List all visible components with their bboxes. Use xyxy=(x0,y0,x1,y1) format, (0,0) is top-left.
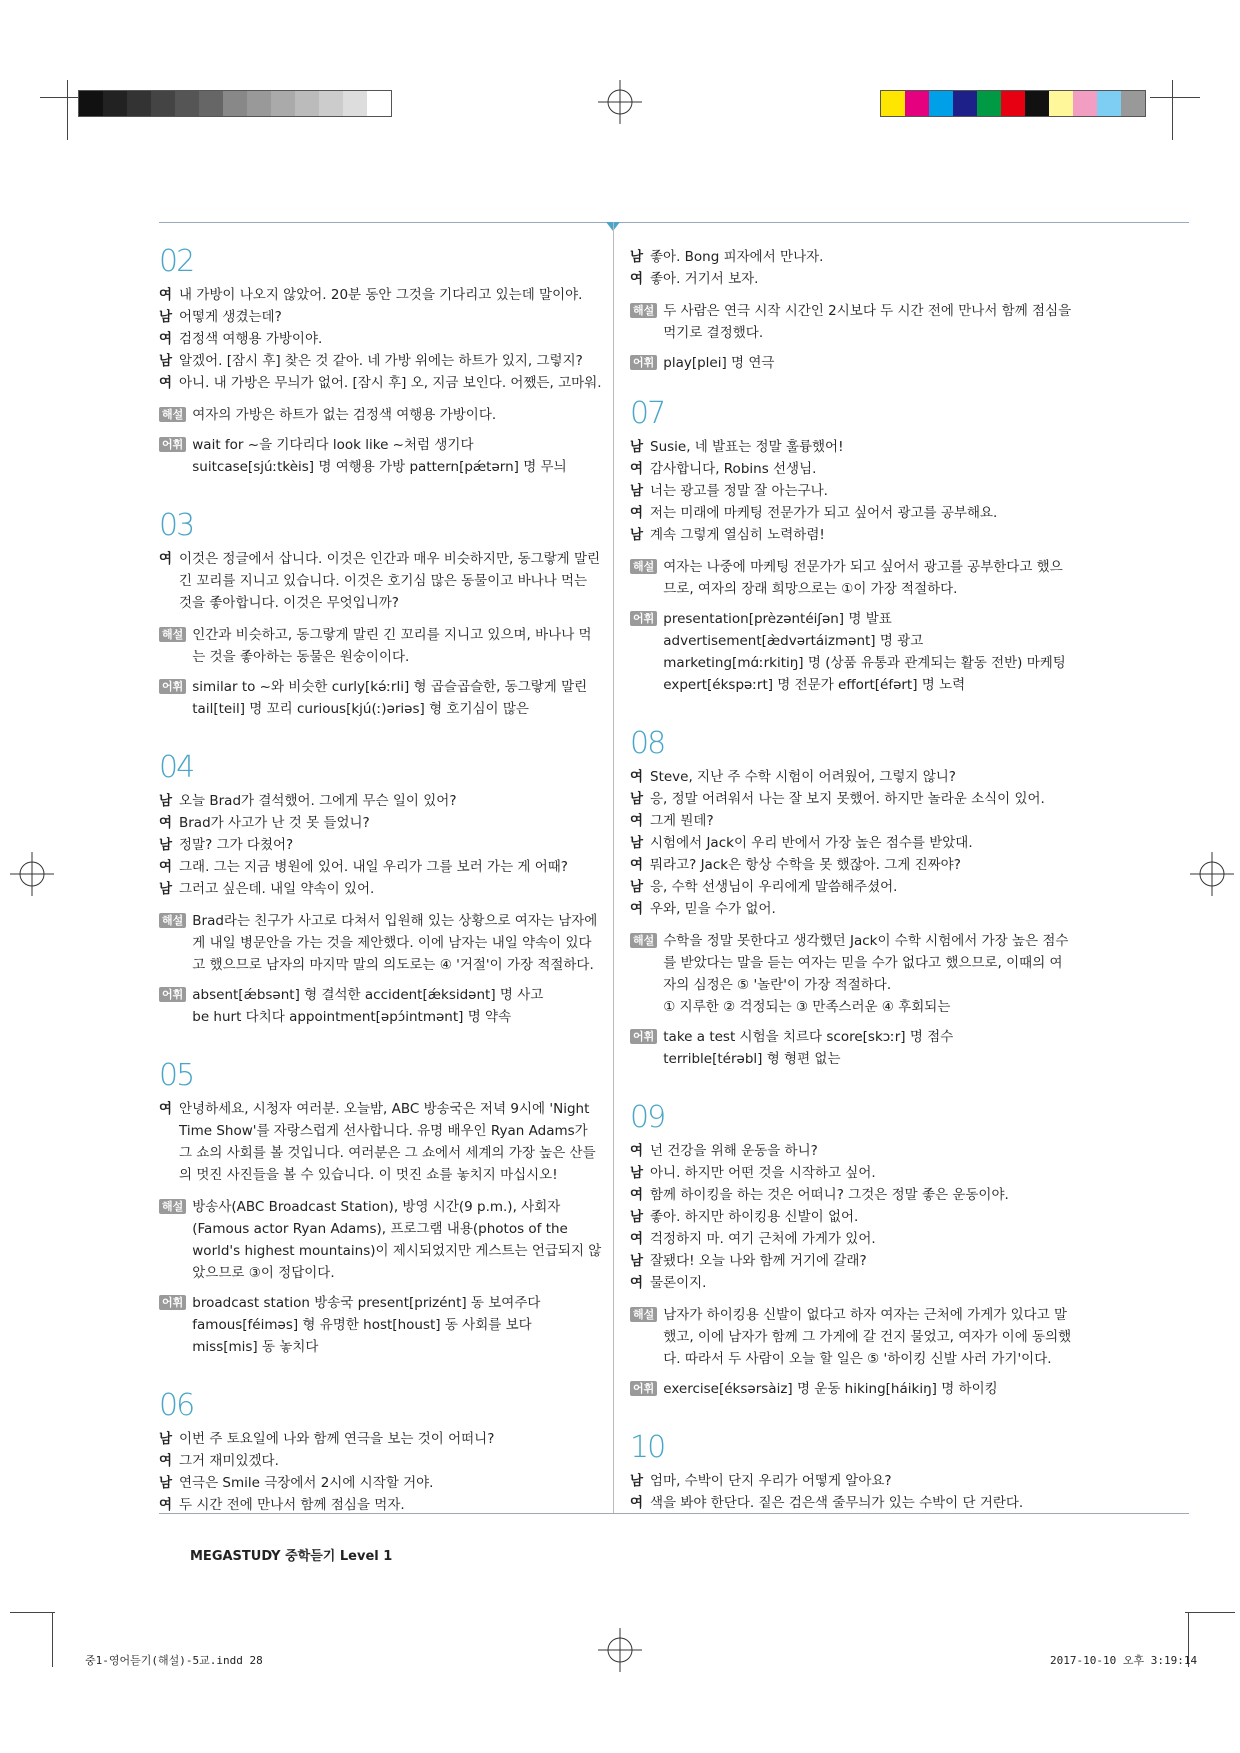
question-number: 08 xyxy=(630,726,665,761)
explanation-text: 두 사람은 연극 시작 시간인 2시보다 두 시간 전에 만나서 함께 점심을 먹기로 결정했다. xyxy=(663,303,1072,341)
vocabulary-block xyxy=(630,352,1075,374)
dialogue-line xyxy=(159,350,604,372)
explanation-text: 여자의 가방은 하트가 없는 검정색 여행용 가방이다. xyxy=(192,407,497,423)
dialogue-text: 엄마, 수박이 단지 우리가 어떻게 알아요? xyxy=(650,1473,892,1489)
speaker-label: 여 xyxy=(159,551,173,567)
dialogue-line xyxy=(630,1272,1075,1294)
slug-timestamp: 2017-10-10 오후 3:19:14 xyxy=(1050,1654,1198,1667)
section-08 xyxy=(630,726,1075,1070)
vocabulary-line: play[plei] 명 연극 xyxy=(663,355,775,371)
dialogue-line xyxy=(630,810,1075,832)
section-06 xyxy=(159,1388,604,1516)
registration-mark-icon xyxy=(598,1628,642,1672)
explanation-tag: 해설 xyxy=(159,627,186,642)
vocabulary-tag: 어휘 xyxy=(630,355,657,370)
dialogue-text: 좋아. Bong 피자에서 만나자. xyxy=(650,249,824,265)
dialogue-text: 좋아. 거기서 보자. xyxy=(650,271,759,287)
explanation-block xyxy=(630,1304,1075,1370)
explanation-block xyxy=(159,910,604,976)
dialogue-line xyxy=(159,372,604,394)
left-column xyxy=(159,244,604,1546)
dialogue-line xyxy=(159,328,604,350)
dialogue-text: 이번 주 토요일에 나와 함께 연극을 보는 것이 어떠니? xyxy=(179,1431,495,1447)
dialogue-text: 잘됐다! 오늘 나와 함께 거기에 갈래? xyxy=(650,1253,867,1269)
dialogue-line xyxy=(630,898,1075,920)
speaker-label: 여 xyxy=(630,505,644,521)
dialogue-line xyxy=(159,790,604,812)
speaker-label: 남 xyxy=(630,1165,644,1181)
explanation-tag: 해설 xyxy=(630,559,657,574)
speaker-label: 남 xyxy=(630,527,644,543)
color-swatch xyxy=(1001,91,1025,116)
vocabulary-block xyxy=(630,608,1075,696)
vocabulary-line: be hurt 다치다 appointment[əpɔ́intmənt] 명 약속 xyxy=(192,1009,512,1025)
color-swatch xyxy=(343,91,367,116)
explanation-block xyxy=(630,930,1075,1018)
footer-title: MEGASTUDY 중학듣기 Level 1 xyxy=(190,1549,393,1564)
vocabulary-line: wait for ~을 기다리다 look like ~처럼 생기다 xyxy=(192,437,474,453)
dialogue-text: 계속 그렇게 열심히 노력하렴! xyxy=(650,527,825,543)
question-number: 06 xyxy=(159,1388,194,1423)
registration-mark-icon xyxy=(10,852,54,896)
color-swatch xyxy=(103,91,127,116)
dialogue-line xyxy=(630,1250,1075,1272)
dialogue-line xyxy=(630,854,1075,876)
explanation-body xyxy=(663,300,1075,344)
color-swatch xyxy=(223,91,247,116)
dialogue-line xyxy=(630,524,1075,546)
dialogue-line xyxy=(630,458,1075,480)
speaker-label: 여 xyxy=(630,901,644,917)
dialogue-text: 넌 건강을 위해 운동을 하니? xyxy=(650,1143,818,1159)
explanation-body xyxy=(663,556,1075,600)
dialogue-line xyxy=(630,876,1075,898)
speaker-label: 남 xyxy=(159,353,173,369)
dialogue-text: 정말? 그가 다쳤어? xyxy=(179,837,294,853)
dialogue-line xyxy=(159,812,604,834)
color-swatch xyxy=(79,91,103,116)
dialogue-text: 너는 광고를 정말 잘 아는구나. xyxy=(650,483,828,499)
speaker-label: 여 xyxy=(159,815,173,831)
vocabulary-block xyxy=(159,434,604,478)
explanation-body xyxy=(192,624,604,668)
top-rule xyxy=(159,222,1189,223)
vocabulary-body xyxy=(192,434,604,478)
dialogue-text: 안녕하세요, 시청자 여러분. 오늘밤, ABC 방송국은 저녁 9시에 'Night Time Show'를 자랑스럽게 선사합니다. 유명 배우인 Ryan Adams가 그 쇼의 사회를 볼 것입니다. 여러분은 그 쇼에서 세계의 가장 높은 산들의 멋진 사진들을 볼 수 있습니다. 이 멋진 쇼를 놓치지 마십시오! xyxy=(179,1101,596,1183)
color-swatch xyxy=(1121,91,1145,116)
dialogue-line xyxy=(159,1450,604,1472)
registration-mark-icon xyxy=(598,80,642,124)
vocabulary-line: expert[ékspəːrt] 명 전문가 effort[éfərt] 명 노력 xyxy=(663,677,966,693)
dialogue-text: 그래. 그는 지금 병원에 있어. 내일 우리가 그를 보러 가는 게 어때? xyxy=(179,859,568,875)
speaker-label: 여 xyxy=(630,1231,644,1247)
speaker-label: 남 xyxy=(630,439,644,455)
explanation-text: 여자는 나중에 마케팅 전문가가 되고 싶어서 광고를 공부한다고 했으므로, 여자의 장래 희망으로는 ①이 가장 적절하다. xyxy=(663,559,1063,597)
explanation-tag: 해설 xyxy=(630,303,657,318)
vocabulary-body xyxy=(663,608,1075,696)
dialogue-text: 좋아. 하지만 하이킹용 신발이 없어. xyxy=(650,1209,859,1225)
vocabulary-line: absent[ǽbsənt] 형 결석한 accident[ǽksidənt] 명 사고 xyxy=(192,987,544,1003)
explanation-body xyxy=(663,930,1075,1018)
dialogue-line xyxy=(159,856,604,878)
speaker-label: 여 xyxy=(630,461,644,477)
vocabulary-tag: 어휘 xyxy=(159,1295,186,1310)
dialogue-text: 응, 정말 어려워서 나는 잘 보지 못했어. 하지만 놀라운 소식이 있어. xyxy=(650,791,1045,807)
vocabulary-body xyxy=(663,1026,1075,1070)
vocabulary-line: take a test 시험을 치르다 score[skɔːr] 명 점수 xyxy=(663,1029,954,1045)
vocabulary-tag: 어휘 xyxy=(630,1381,657,1396)
dialogue-line xyxy=(159,548,604,614)
dialogue-text: 오늘 Brad가 결석했어. 그에게 무슨 일이 있어? xyxy=(179,793,457,809)
dialogue-line xyxy=(630,1162,1075,1184)
dialogue-text: 시험에서 Jack이 우리 반에서 가장 높은 점수를 받았대. xyxy=(650,835,973,851)
dialogue-text: 아니. 내 가방은 무늬가 없어. [잠시 후] 오, 지금 보인다. 어쨌든, 고마워. xyxy=(179,375,602,391)
section-07 xyxy=(630,396,1075,696)
explanation-text: 수학을 정말 못한다고 생각했던 Jack이 수학 시험에서 가장 높은 점수를 받았다는 말을 듣는 여자는 믿을 수가 없다고 했으므로, 이때의 여자의 심정은 ⑤ '놀란'이 가장 적절하다. xyxy=(663,933,1069,993)
dialogue-line xyxy=(159,1472,604,1494)
dialogue-text: 응, 수학 선생님이 우리에게 말씀해주셨어. xyxy=(650,879,898,895)
dialogue-text: 알겠어. [잠시 후] 찾은 것 같아. 네 가방 위에는 하트가 있지, 그렇지? xyxy=(179,353,583,369)
dialogue-text: 물론이지. xyxy=(650,1275,707,1291)
question-number: 03 xyxy=(159,508,194,543)
dialogue-text: Steve, 지난 주 수학 시험이 어려웠어, 그렇지 않니? xyxy=(650,769,956,785)
speaker-label: 여 xyxy=(159,331,173,347)
explanation-tag: 해설 xyxy=(159,1199,186,1214)
vocabulary-line: presentation[prèzəntéiʃən] 명 발표 xyxy=(663,611,892,627)
section-05 xyxy=(159,1058,604,1358)
speaker-label: 남 xyxy=(630,791,644,807)
color-swatch xyxy=(367,91,391,116)
dialogue-text: 걱정하지 마. 여기 근처에 가게가 있어. xyxy=(650,1231,876,1247)
crop-mark xyxy=(52,1612,53,1667)
dialogue-text: Brad가 사고가 난 것 못 들었니? xyxy=(179,815,370,831)
color-bar-process xyxy=(880,90,1146,117)
speaker-label: 여 xyxy=(159,1101,173,1117)
dialogue-line xyxy=(159,878,604,900)
dialogue-text: 이것은 정글에서 삽니다. 이것은 인간과 매우 비슷하지만, 동그랗게 말린 긴 꼬리를 지니고 있습니다. 이것은 호기심 많은 동물이고 바나나 먹는 것을 좋아합니다. 이것은 무엇입니까? xyxy=(179,551,601,611)
speaker-label: 여 xyxy=(159,287,173,303)
dialogue-line xyxy=(159,1494,604,1516)
explanation-block xyxy=(159,624,604,668)
color-swatch xyxy=(1025,91,1049,116)
section-03 xyxy=(159,508,604,720)
explanation-body xyxy=(192,1196,604,1284)
speaker-label: 남 xyxy=(159,309,173,325)
speaker-label: 남 xyxy=(159,881,173,897)
color-bar-grayscale xyxy=(78,90,392,117)
dialogue-text: 색을 봐야 한단다. 짙은 검은색 줄무늬가 있는 수박이 단 거란다. xyxy=(650,1495,1024,1511)
crop-mark xyxy=(1150,97,1200,98)
color-swatch xyxy=(319,91,343,116)
vocabulary-body xyxy=(663,352,1075,374)
explanation-tag: 해설 xyxy=(159,407,186,422)
color-swatch xyxy=(175,91,199,116)
speaker-label: 남 xyxy=(630,835,644,851)
explanation-block xyxy=(159,404,604,426)
speaker-label: 여 xyxy=(630,1495,644,1511)
dialogue-line xyxy=(630,1140,1075,1162)
speaker-label: 남 xyxy=(159,1475,173,1491)
vocabulary-line: miss[mis] 동 놓치다 xyxy=(192,1339,319,1355)
dialogue-line xyxy=(630,1470,1075,1492)
slug-filename: 중1-영어듣기(해설)-5교.indd 28 xyxy=(85,1654,263,1667)
question-number: 09 xyxy=(630,1100,665,1135)
dialogue-text: 내 가방이 나오지 않았어. 20분 동안 그것을 기다리고 있는데 말이야. xyxy=(179,287,583,303)
color-swatch xyxy=(271,91,295,116)
dialogue-text: 그거 재미있겠다. xyxy=(179,1453,279,1469)
explanation-tag: 해설 xyxy=(159,913,186,928)
explanation-block xyxy=(159,1196,604,1284)
color-swatch xyxy=(1073,91,1097,116)
section-04 xyxy=(159,750,604,1028)
speaker-label: 남 xyxy=(630,483,644,499)
crop-mark xyxy=(1185,1612,1235,1613)
vocabulary-block xyxy=(630,1026,1075,1070)
dialogue-text: 뭐라고? Jack은 항상 수학을 못 했잖아. 그게 진짜야? xyxy=(650,857,961,873)
crop-mark xyxy=(10,1612,55,1613)
dialogue-line xyxy=(630,480,1075,502)
explanation-text: 남자가 하이킹용 신발이 없다고 하자 여자는 근처에 가게가 있다고 말했고, 이에 남자가 함께 그 가게에 갈 건지 물었고, 여자가 이에 동의했다. 따라서 두 사람이 오늘 할 일은 ⑤ '하이킹 신발 사러 가기'이다. xyxy=(663,1307,1072,1367)
vocabulary-tag: 어휘 xyxy=(630,1029,657,1044)
speaker-label: 남 xyxy=(630,1253,644,1269)
speaker-label: 남 xyxy=(630,249,644,265)
vocabulary-body xyxy=(192,676,604,720)
registration-mark-icon xyxy=(1190,852,1234,896)
dialogue-line xyxy=(159,834,604,856)
color-swatch xyxy=(295,91,319,116)
dialogue-line xyxy=(159,284,604,306)
color-swatch xyxy=(929,91,953,116)
vocabulary-line: famous[féiməs] 형 유명한 host[houst] 동 사회를 보다 xyxy=(192,1317,532,1333)
dialogue-text: 연극은 Smile 극장에서 2시에 시작할 거야. xyxy=(179,1475,434,1491)
speaker-label: 남 xyxy=(159,793,173,809)
speaker-label: 여 xyxy=(159,1453,173,1469)
explanation-text: 방송사(ABC Broadcast Station), 방영 시간(9 p.m.), 사회자(Famous actor Ryan Adams), 프로그램 내용(photos of the world's highest mountains)이 제시되었지만 게스트는 언급되지 않았으므로 ③이 정답이다. xyxy=(192,1199,602,1281)
speaker-label: 남 xyxy=(159,837,173,853)
speaker-label: 여 xyxy=(159,859,173,875)
dialogue-line xyxy=(630,268,1075,290)
speaker-label: 여 xyxy=(159,1497,173,1513)
vocabulary-line: similar to ~와 비슷한 curly[kə́ːrli] 형 곱슬곱슬한, 동그랗게 말린 xyxy=(192,679,588,695)
vocabulary-block xyxy=(159,1292,604,1358)
question-number: 02 xyxy=(159,244,194,279)
dialogue-line xyxy=(630,1228,1075,1250)
crop-mark xyxy=(1172,80,1173,140)
right-column xyxy=(630,246,1075,1544)
explanation-block xyxy=(630,300,1075,344)
dialogue-text: 어떻게 생겼는데? xyxy=(179,309,282,325)
vocabulary-body xyxy=(192,984,604,1028)
dialogue-text: 두 시간 전에 만나서 함께 점심을 먹자. xyxy=(179,1497,405,1513)
dialogue-line xyxy=(159,1098,604,1186)
color-swatch xyxy=(199,91,223,116)
speaker-label: 남 xyxy=(630,879,644,895)
explanation-tag: 해설 xyxy=(630,1307,657,1322)
question-number: 04 xyxy=(159,750,194,785)
color-swatch xyxy=(1097,91,1121,116)
question-number: 07 xyxy=(630,396,665,431)
color-swatch xyxy=(127,91,151,116)
speaker-label: 남 xyxy=(630,1473,644,1489)
explanation-block xyxy=(630,556,1075,600)
color-swatch xyxy=(1049,91,1073,116)
dialogue-text: 그게 뭔데? xyxy=(650,813,714,829)
dialogue-text: Susie, 네 발표는 정말 훌륭했어! xyxy=(650,439,844,455)
section-06-continued xyxy=(630,246,1075,374)
dialogue-text: 감사합니다, Robins 선생님. xyxy=(650,461,817,477)
vocabulary-line: suitcase[sjúːtkèis] 명 여행용 가방 pattern[pǽtərn] 명 무늬 xyxy=(192,459,567,475)
explanation-text: 인간과 비슷하고, 동그랗게 말린 긴 꼬리를 지니고 있으며, 바나나 먹는 것을 좋아하는 동물은 원숭이이다. xyxy=(192,627,592,665)
column-divider xyxy=(613,222,614,1513)
speaker-label: 남 xyxy=(159,1431,173,1447)
dialogue-line xyxy=(630,436,1075,458)
dialogue-text: 우와, 믿을 수가 없어. xyxy=(650,901,776,917)
dialogue-line xyxy=(630,1492,1075,1514)
explanation-text: Brad라는 친구가 사고로 다쳐서 입원해 있는 상황으로 여자는 남자에게 내일 병문안을 가는 것을 제안했다. 이에 남자는 내일 약속이 있다고 했으므로 남자의 마지막 말의 의도로는 ④ '거절'이 가장 적절하다. xyxy=(192,913,598,973)
vocabulary-tag: 어휘 xyxy=(159,679,186,694)
dialogue-text: 함께 하이킹을 하는 것은 어떠니? 그것은 정말 좋은 운동이야. xyxy=(650,1187,1009,1203)
speaker-label: 여 xyxy=(630,271,644,287)
section-02 xyxy=(159,244,604,478)
color-swatch xyxy=(905,91,929,116)
speaker-label: 여 xyxy=(630,1143,644,1159)
dialogue-line xyxy=(159,306,604,328)
vocabulary-tag: 어휘 xyxy=(159,987,186,1002)
speaker-label: 여 xyxy=(630,857,644,873)
explanation-body xyxy=(663,1304,1075,1370)
vocabulary-line: marketing[mɑ́ːrkitiŋ] 명 (상품 유통과 관계되는 활동 전반) 마케팅 xyxy=(663,655,1066,671)
speaker-label: 여 xyxy=(159,375,173,391)
vocabulary-block xyxy=(159,984,604,1028)
vocabulary-block xyxy=(159,676,604,720)
speaker-label: 여 xyxy=(630,1187,644,1203)
question-number: 05 xyxy=(159,1058,194,1093)
color-swatch xyxy=(977,91,1001,116)
vocabulary-line: broadcast station 방송국 present[prizént] 동 보여주다 xyxy=(192,1295,541,1311)
vocabulary-body xyxy=(192,1292,604,1358)
dialogue-line xyxy=(630,788,1075,810)
color-swatch xyxy=(881,91,905,116)
dialogue-line xyxy=(630,246,1075,268)
dialogue-line xyxy=(630,1206,1075,1228)
vocabulary-line: tail[teil] 명 꼬리 curious[kjú(ː)əriəs] 형 호기심이 많은 xyxy=(192,701,529,717)
explanation-body xyxy=(192,910,604,976)
dialogue-text: 검정색 여행용 가방이야. xyxy=(179,331,323,347)
dialogue-line xyxy=(630,1184,1075,1206)
color-swatch xyxy=(953,91,977,116)
vocabulary-line: terrible[térəbl] 형 형편 없는 xyxy=(663,1051,841,1067)
explanation-body xyxy=(192,404,604,426)
vocabulary-line: advertisement[æ̀dvərtáizmənt] 명 광고 xyxy=(663,633,924,649)
color-swatch xyxy=(151,91,175,116)
speaker-label: 여 xyxy=(630,1275,644,1291)
vocabulary-line: exercise[éksərsàiz] 명 운동 hiking[háikiŋ] 명 하이킹 xyxy=(663,1381,998,1397)
explanation-choices: ① 지루한 ② 걱정되는 ③ 만족스러운 ④ 후회되는 xyxy=(663,999,951,1015)
speaker-label: 여 xyxy=(630,813,644,829)
speaker-label: 남 xyxy=(630,1209,644,1225)
explanation-tag: 해설 xyxy=(630,933,657,948)
question-number: 10 xyxy=(630,1430,665,1465)
dialogue-text: 그러고 싶은데. 내일 약속이 있어. xyxy=(179,881,375,897)
vocabulary-body xyxy=(663,1378,1075,1400)
section-10 xyxy=(630,1430,1075,1514)
color-swatch xyxy=(247,91,271,116)
dialogue-line xyxy=(159,1428,604,1450)
speaker-label: 여 xyxy=(630,769,644,785)
vocabulary-tag: 어휘 xyxy=(630,611,657,626)
dialogue-line xyxy=(630,832,1075,854)
vocabulary-block xyxy=(630,1378,1075,1400)
section-09 xyxy=(630,1100,1075,1400)
dialogue-text: 저는 미래에 마케팅 전문가가 되고 싶어서 광고를 공부해요. xyxy=(650,505,998,521)
dialogue-line xyxy=(630,502,1075,524)
dialogue-text: 아니. 하지만 어떤 것을 시작하고 싶어. xyxy=(650,1165,876,1181)
vocabulary-tag: 어휘 xyxy=(159,437,186,452)
dialogue-line xyxy=(630,766,1075,788)
crop-mark xyxy=(67,80,68,140)
